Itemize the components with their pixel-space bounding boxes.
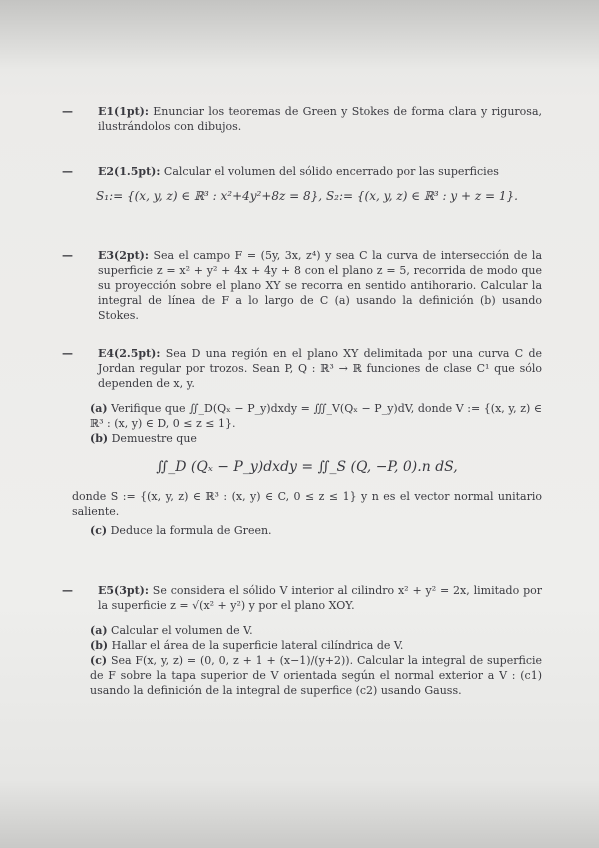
part-label: (c) — [90, 524, 108, 537]
exercise-dash: — — [62, 347, 73, 360]
exercise-1 — [62, 104, 542, 134]
part-text: Verifique que ∬_D(Qₓ − P_y)dxdy = ∭_V(Qₓ − P_y)dV, donde V := {(x, y, z) ∈ ℝ³ : (x, y) ∈ D, 0 ≤ z ≤ 1}. — [90, 402, 543, 430]
exercise-5-statement — [72, 583, 542, 613]
part-label: (a) — [90, 624, 108, 637]
part-label: (b) — [90, 432, 109, 445]
exercise-4-part-b-continued: donde S := {(x, y, z) ∈ ℝ³ : (x, y) ∈ C, 0 ≤ z ≤ 1} y n es el vector normal unitario saliente. — [72, 490, 542, 518]
exercise-4-part-a — [72, 401, 542, 431]
exercise-4 — [62, 346, 543, 538]
exercise-1-statement — [72, 104, 542, 134]
exercise-dash: — — [62, 165, 73, 178]
exercise-5 — [62, 583, 543, 698]
part-label: (b) — [90, 639, 109, 652]
exercise-2-title: E2(1.5pt): — [98, 165, 161, 178]
exercise-5-part-c — [72, 653, 542, 698]
part-text: Sea F(x, y, z) = (0, 0, z + 1 + (x−1)/(y+2)). Calcular la integral de superficie de F sobre la tapa superior de V orientada según el normal exterior a V : (c1) usando la definición de la integral de superfice (c2) usando Gauss. — [90, 654, 543, 697]
exercise-5-text: Se considera el sólido V interior al cilindro x² + y² = 2x, limitado por la superficie z = √(x² + y²) y por el plano XOY. — [98, 584, 542, 612]
exercise-5-part-a — [72, 623, 542, 638]
exercise-dash: — — [62, 105, 73, 118]
exercise-4-text: Sea D una región en el plano XY delimitada por una curva C de Jordan regular por trozos. Sean P, Q : ℝ³ → ℝ funciones de clase C¹ que sólo dependen de x, y. — [98, 347, 543, 390]
exercise-2-statement — [72, 164, 542, 179]
part-text: Deduce la formula de Green. — [110, 524, 272, 537]
exercise-2-formula: S₁:= {(x, y, z) ∈ ℝ³ : x²+4y²+8z = 8}, S₂:= {(x, y, z) ∈ ℝ³ : y + z = 1}. — [96, 189, 518, 203]
exercise-3-title: E3(2pt): — [98, 249, 149, 262]
exercise-4-title: E4(2.5pt): — [98, 347, 161, 360]
part-text: Calcular el volumen de V. — [111, 624, 253, 637]
exercise-2-text: Calcular el volumen del sólido encerrado por las superficies — [163, 165, 499, 178]
exercise-2 — [62, 164, 542, 210]
exercise-4-formula: ∬_D (Qₓ − P_y)dxdy = ∬_S (Q, −P, 0).n dS, — [156, 459, 458, 475]
exercise-1-title: E1(1pt): — [98, 105, 149, 118]
exercise-dash: — — [62, 584, 73, 597]
part-label: (a) — [90, 402, 108, 415]
exercise-dash: — — [62, 249, 73, 262]
part-text: Demuestre que — [111, 432, 197, 445]
exercise-3-text: Sea el campo F = (5y, 3x, z⁴) y sea C la curva de intersección de la superficie z = x² + y² + 4x + 4y + 8 con el plano z = 5, recorrida de modo que su proyección sobre el plano XY se recorra en sentido antihorario. Calcular la integral de línea de F a lo largo de C (a) usando la definición (b) usando Stokes. — [98, 249, 543, 322]
exercise-1-text: Enunciar los teoremas de Green y Stokes de forma clara y rigurosa, ilustrándolos con dibujos. — [98, 105, 542, 133]
part-label: (c) — [90, 654, 108, 667]
exercise-3-statement — [72, 248, 542, 323]
exercise-4-part-c — [72, 523, 542, 538]
exercise-5-title: E5(3pt): — [98, 584, 149, 597]
exercise-5-part-b — [72, 638, 542, 653]
exercise-4-statement — [72, 346, 542, 391]
exercise-4-part-b — [72, 431, 542, 446]
exercise-3 — [62, 248, 543, 323]
part-text: Hallar el área de la superficie lateral cilíndrica de V. — [111, 639, 404, 652]
